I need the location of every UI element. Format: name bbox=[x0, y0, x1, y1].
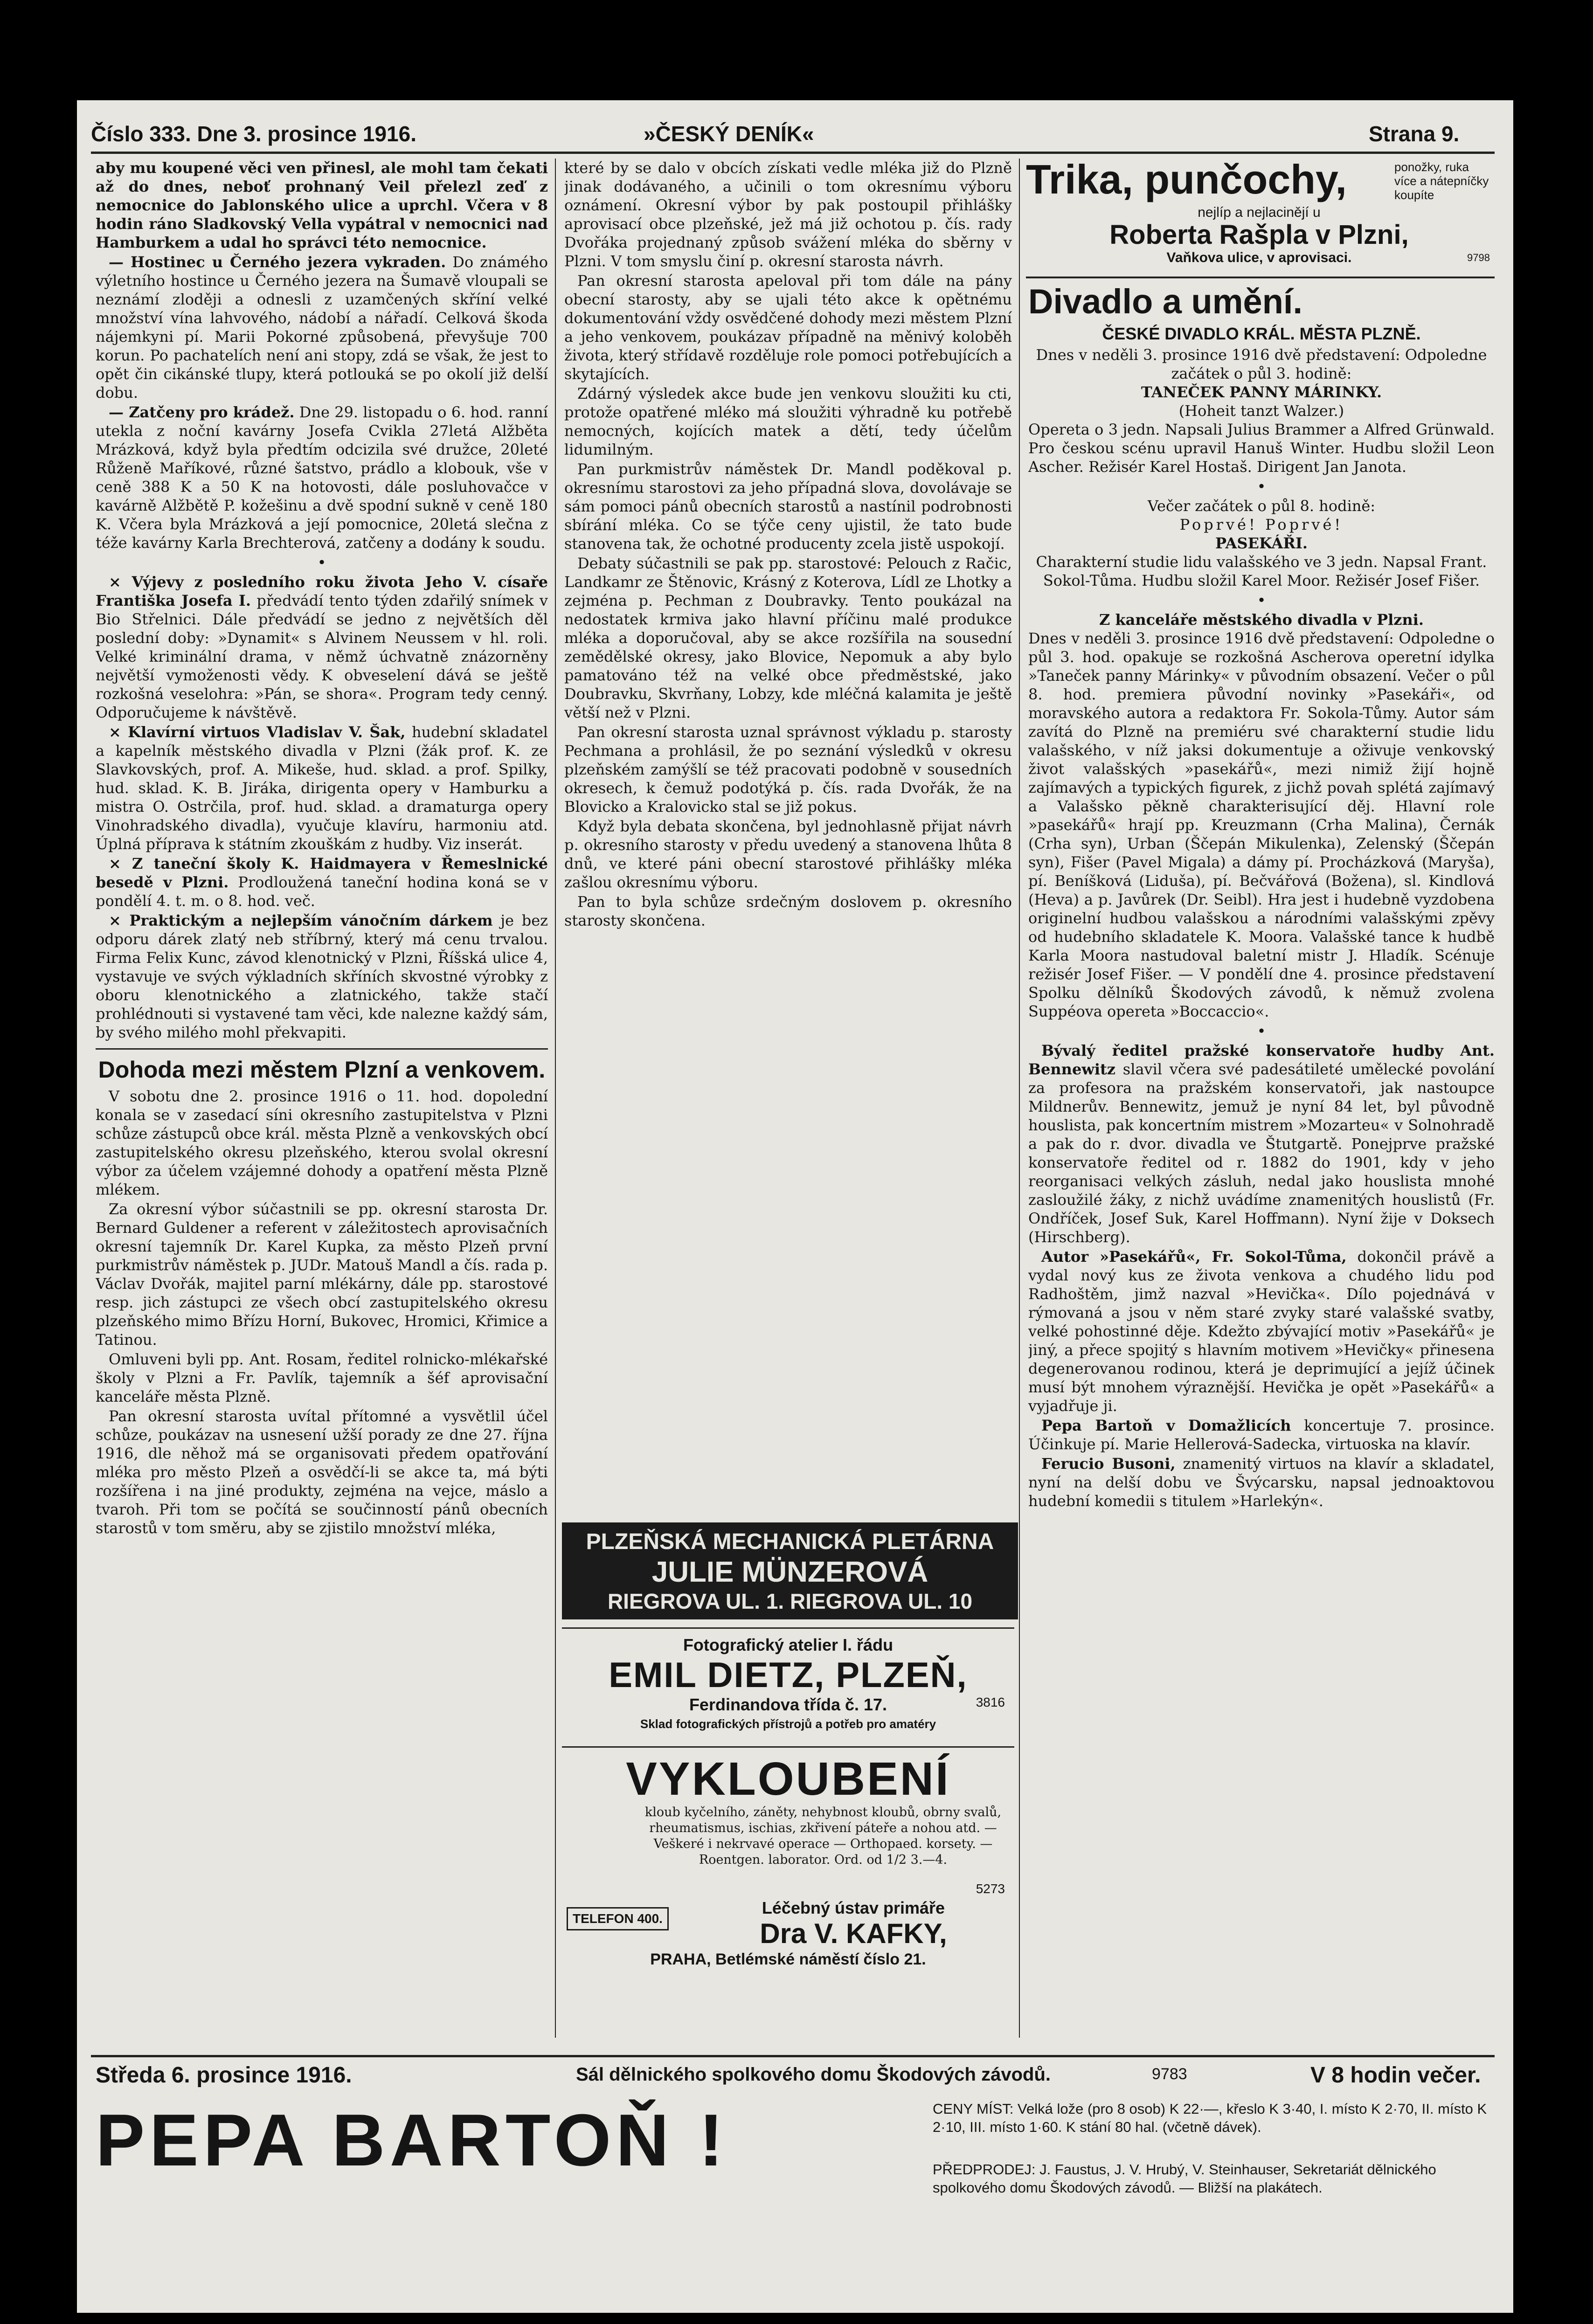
office-headline: Z kanceláře městského divadla v Plzni. bbox=[1099, 611, 1424, 629]
footer-performer: PEPA BARTOŇ ! bbox=[96, 2099, 728, 2181]
article-dance-school: Prodloužená taneční hodina koná se v pondělí 4. t. m. o 8. hod. več. bbox=[96, 873, 548, 910]
right-column bbox=[1028, 282, 1495, 2038]
article-film: předvádí tento týden zdařilý snímek v Bio Střelnici. Dále předvádí se jedno z největších děl poslední doby: »Dynamit« s Alvinem Neussem v hl. roli. Velké kriminální drama, v němž úchvatně znázorněny největší vymoženosti vědy. K obveselení dává se ještě rozkošná veselohra: »Pán, se shora«. Program tedy cenný. Odporučujeme k návštěvě. bbox=[96, 592, 548, 721]
barton-headline: Pepa Bartoň v Domažlicích bbox=[1041, 1417, 1291, 1434]
separator-star: • bbox=[1257, 1022, 1266, 1040]
ad-pletarna-line2: JULIE MÜNZEROVÁ bbox=[651, 1556, 928, 1588]
theatre-show1: TANEČEK PANNY MÁRINKY. bbox=[1141, 383, 1382, 401]
ad-pletarna bbox=[562, 1522, 1018, 1619]
footer-number: 9783 bbox=[1152, 2065, 1187, 2083]
page-number: Strana 9. bbox=[1369, 122, 1460, 146]
section-rule bbox=[96, 1048, 548, 1050]
left-column bbox=[96, 159, 548, 2042]
column-divider-2 bbox=[1019, 159, 1020, 2038]
ad-kafka-title: VYKLOUBENÍ bbox=[626, 1753, 950, 1805]
theatre-show1-sub: (Hoheit tanzt Walzer.) bbox=[1178, 402, 1344, 420]
article-agreement-p9: Debaty súčastnili se pak pp. starostové: Pelouch z Račic, Landkamr ze Štěnovic, Krásný z Koterova, Lídl ze Lhotky a zejména p. Pechman z Doubravky. Tento poukázal na nedostatek krmiva jako hlavní příčinu malé produkce mléka a doporučoval, aby se akce rozšířila na sousední zemědělské okresy, jako Blovice, Nepomuk a aby bylo pamatováno též na velké obce předměstské, jako Doubravku, Skvrňany, Lobzy, kde mléčná kalamita je ještě větší než v Plzni. bbox=[564, 554, 1012, 721]
theatre-show1-desc: Opereta o 3 jedn. Napsali Julius Brammer a Alfred Grünwald. Pro českou scénu upravil Hanuš Winter. Hudbu složil Leon Ascher. Režisér Karel Hostaš. Dirigent Jan Janota. bbox=[1028, 421, 1495, 476]
article-arrest: Dne 29. listopadu o 6. hod. ranní utekla z noční kavárny Josefa Cvikla 27letá Alžběta Mrázková, když byla předtím odcizila své družce, 20leté Růženě Maříkové, různé šatstvo, prádlo a klobouk, vše v ceně 388 K a 50 K na hotovosti, dále posluhovačce v kavárně Alžbětě P. kožešinu a dvě spodní sukně v ceně 180 K. Včera byla Mrázková a její pomocnice, 20letá slečna z téže kavárny Karla Brechterová, zatčeny a dodány k soudu. bbox=[96, 403, 548, 552]
sokol-headline: Autor »Pasekářů«, Fr. Sokol-Tůma, bbox=[1041, 1248, 1347, 1266]
busoni-headline: Ferucio Busoni, bbox=[1041, 1455, 1176, 1473]
ad-pletarna-line1: PLZEŇSKÁ MECHANICKÁ PLETÁRNA bbox=[586, 1529, 994, 1554]
ad-kafka-telefon: TELEFON 400. bbox=[567, 1907, 669, 1930]
article-vella: aby mu koupené věci ven přinesl, ale mohl tam čekati až do dnes, neboť prohnaný Veil přelezl zeď z nemocnice do Jablonského ulice a uprchl. Včera v 8 hodin ráno Sladkovský Vella vypátral v nemocnici nad Hamburkem a udal ho správci této nemocnice. bbox=[96, 159, 548, 251]
ad-rule-2 bbox=[562, 1746, 1014, 1748]
footer-rule bbox=[91, 2055, 1495, 2057]
article-agreement-p3: Omluveni byli pp. Ant. Rosam, ředitel rolnicko-mlékařské školy v Plzni a Fr. Pavlík, tajemník a šéf aprovisační kanceláře města Plzně. bbox=[96, 1350, 548, 1405]
article-agreement-p2: Za okresní výbor súčastnili se pp. okresní starosta Dr. Bernard Guldener a referent v záležitostech aprovisačních okresní tajemník Dr. Karel Kupka, za město Plzeň první purkmistrův náměstek p. JUDr. Matouš Mandl a čís. rada p. Václav Dvořák, majitel parní mlékárny, dále pp. starostové resp. jich zástupci ze všech obcí zastupitelského okresu plzeňského mimo Břízu Horní, Bukovec, Hromici, Křimice a Tatinou. bbox=[96, 1200, 548, 1349]
headline-agreement: Dohoda mezi městem Plzní a venkovem. bbox=[98, 1057, 546, 1083]
middle-column bbox=[564, 159, 1012, 1334]
ad-pletarna-line3: RIEGROVA UL. 1. RIEGROVA UL. 10 bbox=[607, 1589, 973, 1613]
ad-dietz bbox=[562, 1634, 1014, 1742]
header-rule bbox=[91, 152, 1495, 154]
busoni-article: znamenitý virtuos na klavír a skladatel, nyní na delší dobu ve Švýcarsku, napsal jednoaktovou hudební komedii s titulem »Harlekýn«. bbox=[1028, 1455, 1495, 1510]
ad-kafka-ustav: Léčebný ústav primáře bbox=[762, 1898, 945, 1917]
article-agreement-p11: Když byla debata skončena, byl jednohlasně přijat návrh p. okresního starosty v předu uvedený a stanovena lhůta 8 dnů, ve které páni obecní starostové přihlášky mléka zašlou okresnímu výboru. bbox=[564, 817, 1012, 891]
article-agreement-p10: Pan okresní starosta uznal správnost výkladu p. starosty Pechmana a prohlásil, že po seznání výsledků v okresu plzeňském zamýšlí se též pracovati podobně v sousedních okresech, k čemuž podotýká p. čís. rada Dvořák, že na Blovicko a Kralovicko stal se již pokus. bbox=[564, 723, 1012, 816]
ad-dietz-number: 3816 bbox=[976, 1695, 1005, 1709]
barton-article: koncertuje 7. prosince. Účinkuje pí. Marie Hellerová-Sadecka, virtuoska na klavír. bbox=[1028, 1417, 1495, 1453]
footer-presale: PŘEDPRODEJ: J. Faustus, J. V. Hrubý, V. Steinhauser, Sekretariát dělnického spolkového domu Škodových závodů. — Bližší na plakátech. bbox=[933, 2161, 1436, 2196]
separator-star: • bbox=[1257, 477, 1266, 495]
column-divider-1 bbox=[555, 159, 556, 2038]
theatre-heading: ČESKÉ DIVADLO KRÁL. MĚSTA PLZNĚ. bbox=[1102, 324, 1421, 343]
ad-kafka-address: PRAHA, Betlémské náměstí číslo 21. bbox=[650, 1950, 926, 1968]
headline-burglary: — Hostinec u Černého jezera vykraden. bbox=[109, 253, 446, 271]
footer-time: V 8 hodin večer. bbox=[1310, 2063, 1481, 2088]
article-agreement-p1: V sobotu dne 2. prosince 1916 o 11. hod. dopolední konala se v zasedací síni okresního zastupitelstva v Plzni schůze zástupců obce král. města Plzně a venkovských obcí zastupitelského okresu plzeňského, kterou svolal okresní výbor za účelem vzájemné dohody a opatření města Plzně mlékem. bbox=[96, 1087, 548, 1198]
article-gift: je bez odporu dárek zlatý neb stříbrný, který má cenu trvalou. Firma Felix Kunc, závod klenotnický v Plzni, Říšská ulice 4, vystavuje ve svých výkladních skříních skvostné výrobky z oboru klenotnického a zlatnického, takže stačí prohlédnouti si vystavené tam věci, kde nalezne každý sám, by svého milého mohl překvapiti. bbox=[96, 912, 548, 1041]
theatre-premiere: Poprvé! Poprvé! bbox=[1179, 516, 1344, 533]
bennewitz-article: slavil včera své padesátileté umělecké povolání za profesora na pražském konservatoři, jak nastoupce Mildnerův. Bennewitz, jemuž je nyní 84 let, byl původně houslista, pak koncertním mistrem »Mozarteu« v Solnohradě a pak do r. dvor. divadla ve Štutgartě. Ponejprve pražské konservatoře ředitel od r. 1882 do 1901, kdy v jeho reorganisaci velkých zásluh, nedal jako houslista mnohé zasloužilé žáky, z nichž uvádíme znamenitých houslistů (Fr. Ondříček, Josef Suk, Karel Hoffmann). Nyní žije v Doksech (Hirschberg). bbox=[1028, 1060, 1495, 1246]
issue-number: Číslo 333. Dne 3. prosince 1916. bbox=[91, 122, 416, 146]
theatre-show2: PASEKÁŘI. bbox=[1215, 534, 1308, 552]
newspaper-title: »ČESKÝ DENÍK« bbox=[644, 122, 814, 146]
headline-gift: × Praktickým a nejlepším vánočním dárkem bbox=[109, 912, 493, 929]
article-burglary: Do známého výletního hostince u Černého jezera na Šumavě vloupali se neznámí zloději a odnesli z uzamčených skříní velké množství vína lahvového, nádobí a nářadí. Celková škoda nájemkyni pí. Marii Pokorné způsobená, převyšuje 700 korun. Po pachatelích není ani stopy, zdá se však, že jest to opět čin cikánské tlupy, která potlouká se po okolí již delší dobu. bbox=[96, 253, 548, 401]
theatre-show2-desc: Charakterní studie lidu valašského ve 3 jedn. Napsal Frant. Sokol-Tůma. Hudbu složil Karel Moor. Režisér Josef Fišer. bbox=[1036, 553, 1487, 589]
ad-rule-3 bbox=[1026, 277, 1495, 278]
headline-film: × Výjevy z posledního roku života Jeho V. císaře Františka Josefa I. bbox=[96, 573, 548, 609]
sokol-article: dokončil právě a vydal nový kus ze života venkova a chudého lidu pod Radhoštěm, jimž nazval »Hevička«. Dílo pojednává v rýmovaná a jsou v něm staré zvyky staré valašské svatby, velké pohostinné děje. Kdežto zbývající motiv »Pasekářů« je jiný, a přece spojitý s hlavním motivem »Hevičky« přinesena degenerovanou rodinou, která je deprimující a jejíž účinek musí být mnohem výraznější. Hevička je opět »Pasekářů« a vyjadřuje ji. bbox=[1028, 1248, 1495, 1415]
footer-venue: Sál dělnického spolkového domu Škodových závodů. bbox=[576, 2064, 1051, 2085]
separator-star: • bbox=[317, 553, 326, 571]
article-agreement-p7: Zdárný výsledek akce bude jen venkovu sloužiti ku cti, protože opatřené mléko má sloužiti výhradně ku potřebě nemocných, kojících matek a dětí, tedy účelům lidumilným. bbox=[564, 385, 1012, 458]
ad-kafka bbox=[562, 1753, 1014, 1972]
ad-kafka-text: kloub kyčelního, záněty, nehybnost kloubů, obrny svalů, rheumatismus, ischias, zkřivení páteře a nohou atd. — Veškeré i nekrvavé operace — Orthopaed. korsety. — Roentgen. laborator. Ord. od 1/2 3.—4. bbox=[644, 1805, 1002, 1867]
ad-kafka-number: 5273 bbox=[976, 1881, 1005, 1896]
headline-arrest: — Zatčeny pro krádež. bbox=[109, 403, 295, 421]
headline-pianist: × Klavírní virtuos Vladislav V. Šak, bbox=[109, 723, 406, 741]
ad-raspl-name: Roberta Rašpla v Plzni, bbox=[1109, 220, 1409, 250]
section-theatre: Divadlo a umění. bbox=[1028, 282, 1303, 321]
article-pianist: hudební skladatel a kapelník městského divadla v Plzni (žák prof. K. ze Slavkovských, prof. A. Mikeše, hud. sklad. a prof. Spilky, hud. sklad. K. B. Jiráka, dirigenta opery v Hamburku a mistra O. Ostrčila, prof. hud. sklad. a dramaturga opery Vinohradského divadla), vyučuje klavíru, harmoniu atd. Úplná příprava k státním zkouškám z hudby. Viz inserát. bbox=[96, 723, 548, 853]
article-agreement-p12: Pan to byla schůze srdečným doslovem p. okresního starosty skončena. bbox=[564, 893, 1012, 929]
ad-dietz-line1: Fotografický atelier I. řádu bbox=[683, 1635, 893, 1654]
ad-rule-1 bbox=[562, 1627, 1014, 1629]
ad-raspl bbox=[1026, 156, 1495, 273]
ad-dietz-line4: Sklad fotografických přístrojů a potřeb pro amatéry bbox=[640, 1717, 936, 1731]
footer-prices: CENY MÍST: Velká lože (pro 8 osob) K 22·—, křeslo K 3·40, I. místo K 2·70, II. místo K 2·10, III. místo 1·60. K stání 80 hal. (včetně dávek). bbox=[933, 2101, 1487, 2135]
ad-dietz-line3: Ferdinandova třída č. 17. bbox=[689, 1695, 887, 1714]
footer-date: Středa 6. prosince 1916. bbox=[96, 2063, 352, 2088]
separator-star: • bbox=[1257, 591, 1266, 609]
article-agreement-p8: Pan purkmistrův náměstek Dr. Mandl poděkoval p. okresnímu starostovi za jeho případná slova, dovolávaje se sám pomoci pánů obecních starostů a nastínil podrobnosti sbírání mléka. Co se týče ceny ujistil, že tato bude stanovena tak, že ochotné producenty zcela jistě uspokojí. bbox=[564, 460, 1012, 553]
article-agreement-p5: které by se dalo v obcích získati vedle mléka již do Plzně jinak dodávaného, a učinili o tom okresnímu výboru oznámení. Okresní výbor by pak postoupil přihlášky aprovisací obce plzeňské, jež má již ochotou p. čís. rady Dvořáka projednaný způsob svážení mléka do sběrny v Plzni. V tom smyslu činí p. okresní starosta návrh. bbox=[564, 159, 1012, 270]
ad-raspl-number: 9798 bbox=[1467, 252, 1490, 263]
newspaper-page bbox=[77, 100, 1513, 2313]
ad-dietz-line2: EMIL DIETZ, PLZEŇ, bbox=[609, 1655, 968, 1695]
article-agreement-p6: Pan okresní starosta apeloval při tom dále na pány obecní starosty, aby se ujali této akce k opětnému dokumentování vždy osvědčené dohody mezi městem Plzní a jeho venkovem, poukázav případně na měnivý koloběh života, který střídavě rozděluje role pomoci potřebujících a skytajících. bbox=[564, 272, 1012, 383]
headline-dance-school: × Z taneční školy K. Haidmayera v Řemeslnické besedě v Plzni. bbox=[96, 855, 548, 891]
ad-kafka-doctor: Dra V. KAFKY, bbox=[760, 1918, 947, 1949]
bennewitz-headline: Bývalý ředitel pražské konservatoře hudby Ant. Bennewitz bbox=[1028, 1042, 1495, 1078]
ad-raspl-side: ponožky, ruka více a nátepníčky koupíte bbox=[1394, 160, 1489, 202]
theatre-evening: Večer začátek o půl 8. hodině: bbox=[1147, 497, 1376, 515]
article-agreement-p4: Pan okresní starosta uvítal přítomné a vysvětlil účel schůze, poukázav na usnesení užší porady ze dne 27. října 1916, dle něhož má se organisovati předem opatřování mléka pro město Plzeň a osvědčí-li se akce ta, má býti rozšířena i na jiné produkty, zejména na vejce, máslo a tvaroh. Při tom se počítá se součinností pánů obecních starostů v tom směru, aby se zjistilo množství mléka, bbox=[96, 1407, 548, 1537]
office-article: Dnes v neděli 3. prosince 1916 dvě představení: Odpoledne o půl 3. hod. opakuje se rozkošná Ascherova operetní idylka »Taneček panny Márinky« v původním obsazení. Večer o půl 8. hod. premiera původní novinky »Pasekáři«, od moravského autora a redaktora Fr. Sokola-Tůmy. Autor sám zavítá do Plzně na premiéru své charakterní studie lidu valašského, v níž jaksi dokumentuje a oživuje venkovský život valašských »pasekářů«, mezi nimiž žijí hojně zajímavých a typických figurek, z jichž povah splétá zajímavý a Valašsko pěkně charakterisující děj. Hlavní role »pasekářů« hrají pp. Kreuzmann (Crha Malina), Černák (Crha syn), Urban (Ščepán Mikulenka), Zelenský (Ščepán syn), Fišer (Pavel Migala) a dámy pí. Procházková (Maryša), pí. Beníšková (Liduša), pí. Bečvářová (Božena), sl. Kindlová (Heva) a p. Javůrek (Dr. Seibl). Hra jest i hudebně vyzdobena originelní hudbou valašskou a národními valašskými zpěvy od hudebního skladatele K. Moora. Valašské tance k hudbě Karla Moora nastudoval baletní mistr J. Hladík. Scénuje režisér Josef Fišer. — V pondělí dne 4. prosince představení Spolku dělníků Škodových závodů, k němuž zvolena Suppéova opereta »Boccaccio«. bbox=[1028, 629, 1495, 1020]
footer-ad bbox=[91, 2059, 1495, 2313]
ad-raspl-address: Vaňkova ulice, v aprovisaci. bbox=[1166, 250, 1352, 265]
theatre-intro: Dnes v neděli 3. prosince 1916 dvě představení: Odpoledne začátek o půl 3. hodině: bbox=[1036, 346, 1487, 382]
ad-raspl-sub: nejlíp a nejlacinějí u bbox=[1198, 205, 1321, 220]
ad-raspl-title: Trika, punčochy, bbox=[1026, 156, 1347, 202]
